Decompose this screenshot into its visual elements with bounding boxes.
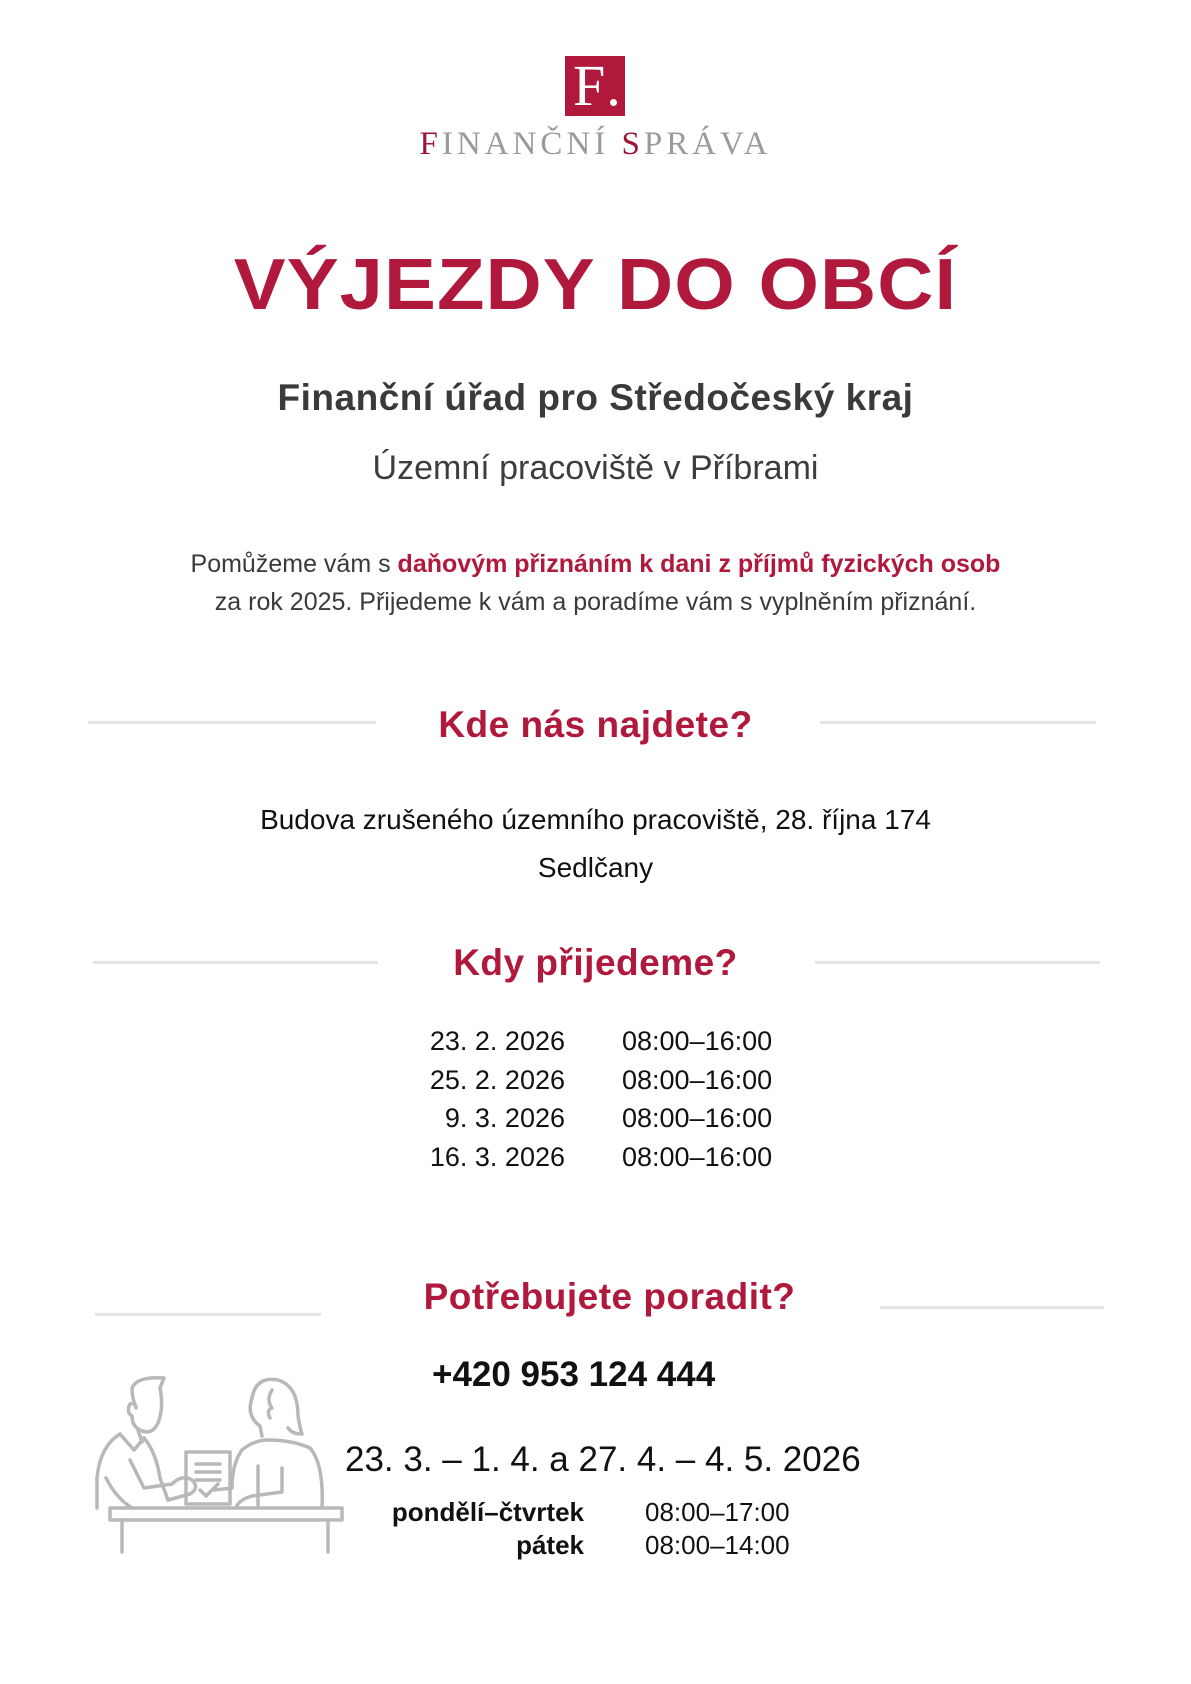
hours-time: 08:00–17:00 [645, 1497, 790, 1527]
logo-text-s: S [621, 126, 644, 162]
schedule-row [0, 1138, 1191, 1176]
schedule-date: 9. 3. 2026 [444, 1103, 565, 1133]
schedule-row [0, 1022, 1191, 1060]
schedule-date: 25. 2. 2026 [429, 1065, 565, 1095]
logo-letter: F [573, 53, 606, 118]
hours-days: pondělí–čtvrtek [391, 1497, 584, 1527]
logo-mark [565, 53, 625, 118]
page-title: VÝJEZDY DO OBCÍ [233, 245, 958, 325]
schedule-time: 08:00–16:00 [622, 1103, 773, 1133]
hours-days: pátek [516, 1530, 584, 1560]
schedule-time: 08:00–16:00 [622, 1142, 773, 1172]
schedule-heading: Kdy přijedeme? [453, 942, 738, 983]
address-line-2: Sedlčany [537, 852, 654, 883]
helpline-heading: Potřebujete poradit? [423, 1276, 796, 1317]
schedule-date: 23. 2. 2026 [429, 1026, 565, 1056]
schedule-time: 08:00–16:00 [622, 1065, 773, 1095]
office-name: Finanční úřad pro Středočeský kraj [277, 377, 914, 418]
hours-time: 08:00–14:00 [645, 1530, 790, 1560]
schedule-time: 08:00–16:00 [622, 1026, 773, 1056]
logo-text-f: F [419, 126, 442, 162]
logo-dot [610, 99, 617, 106]
logo-text-financni: INANČNÍ [441, 126, 622, 162]
schedule-date: 16. 3. 2026 [429, 1142, 565, 1172]
intro-text [0, 545, 1191, 621]
logo-text-sprava: PRÁVA [643, 126, 772, 162]
intro-line-1 [0, 545, 1191, 583]
intro-highlight: daňovým přiznáním k dani z příjmů fyzických osob [397, 550, 1001, 578]
consultation-illustration-icon [92, 1368, 352, 1558]
location-heading: Kde nás najdete? [438, 704, 753, 745]
workplace-name: Územní pracoviště v Příbrami [372, 449, 819, 487]
helpline-phone[interactable]: +420 953 124 444 [432, 1355, 716, 1394]
intro-prefix: Pomůžeme vám s [190, 550, 398, 578]
schedule-row [0, 1061, 1191, 1099]
helpline-period: 23. 3. – 1. 4. a 27. 4. – 4. 5. 2026 [345, 1440, 861, 1479]
intro-line-2: za rok 2025. Přijedeme k vám a poradíme vám s vyplněním přiznání. [214, 588, 977, 616]
schedule-row [0, 1099, 1191, 1137]
logo-wordmark [0, 124, 1191, 164]
address-line-1: Budova zrušeného územního pracoviště, 28. října 174 [260, 804, 931, 835]
